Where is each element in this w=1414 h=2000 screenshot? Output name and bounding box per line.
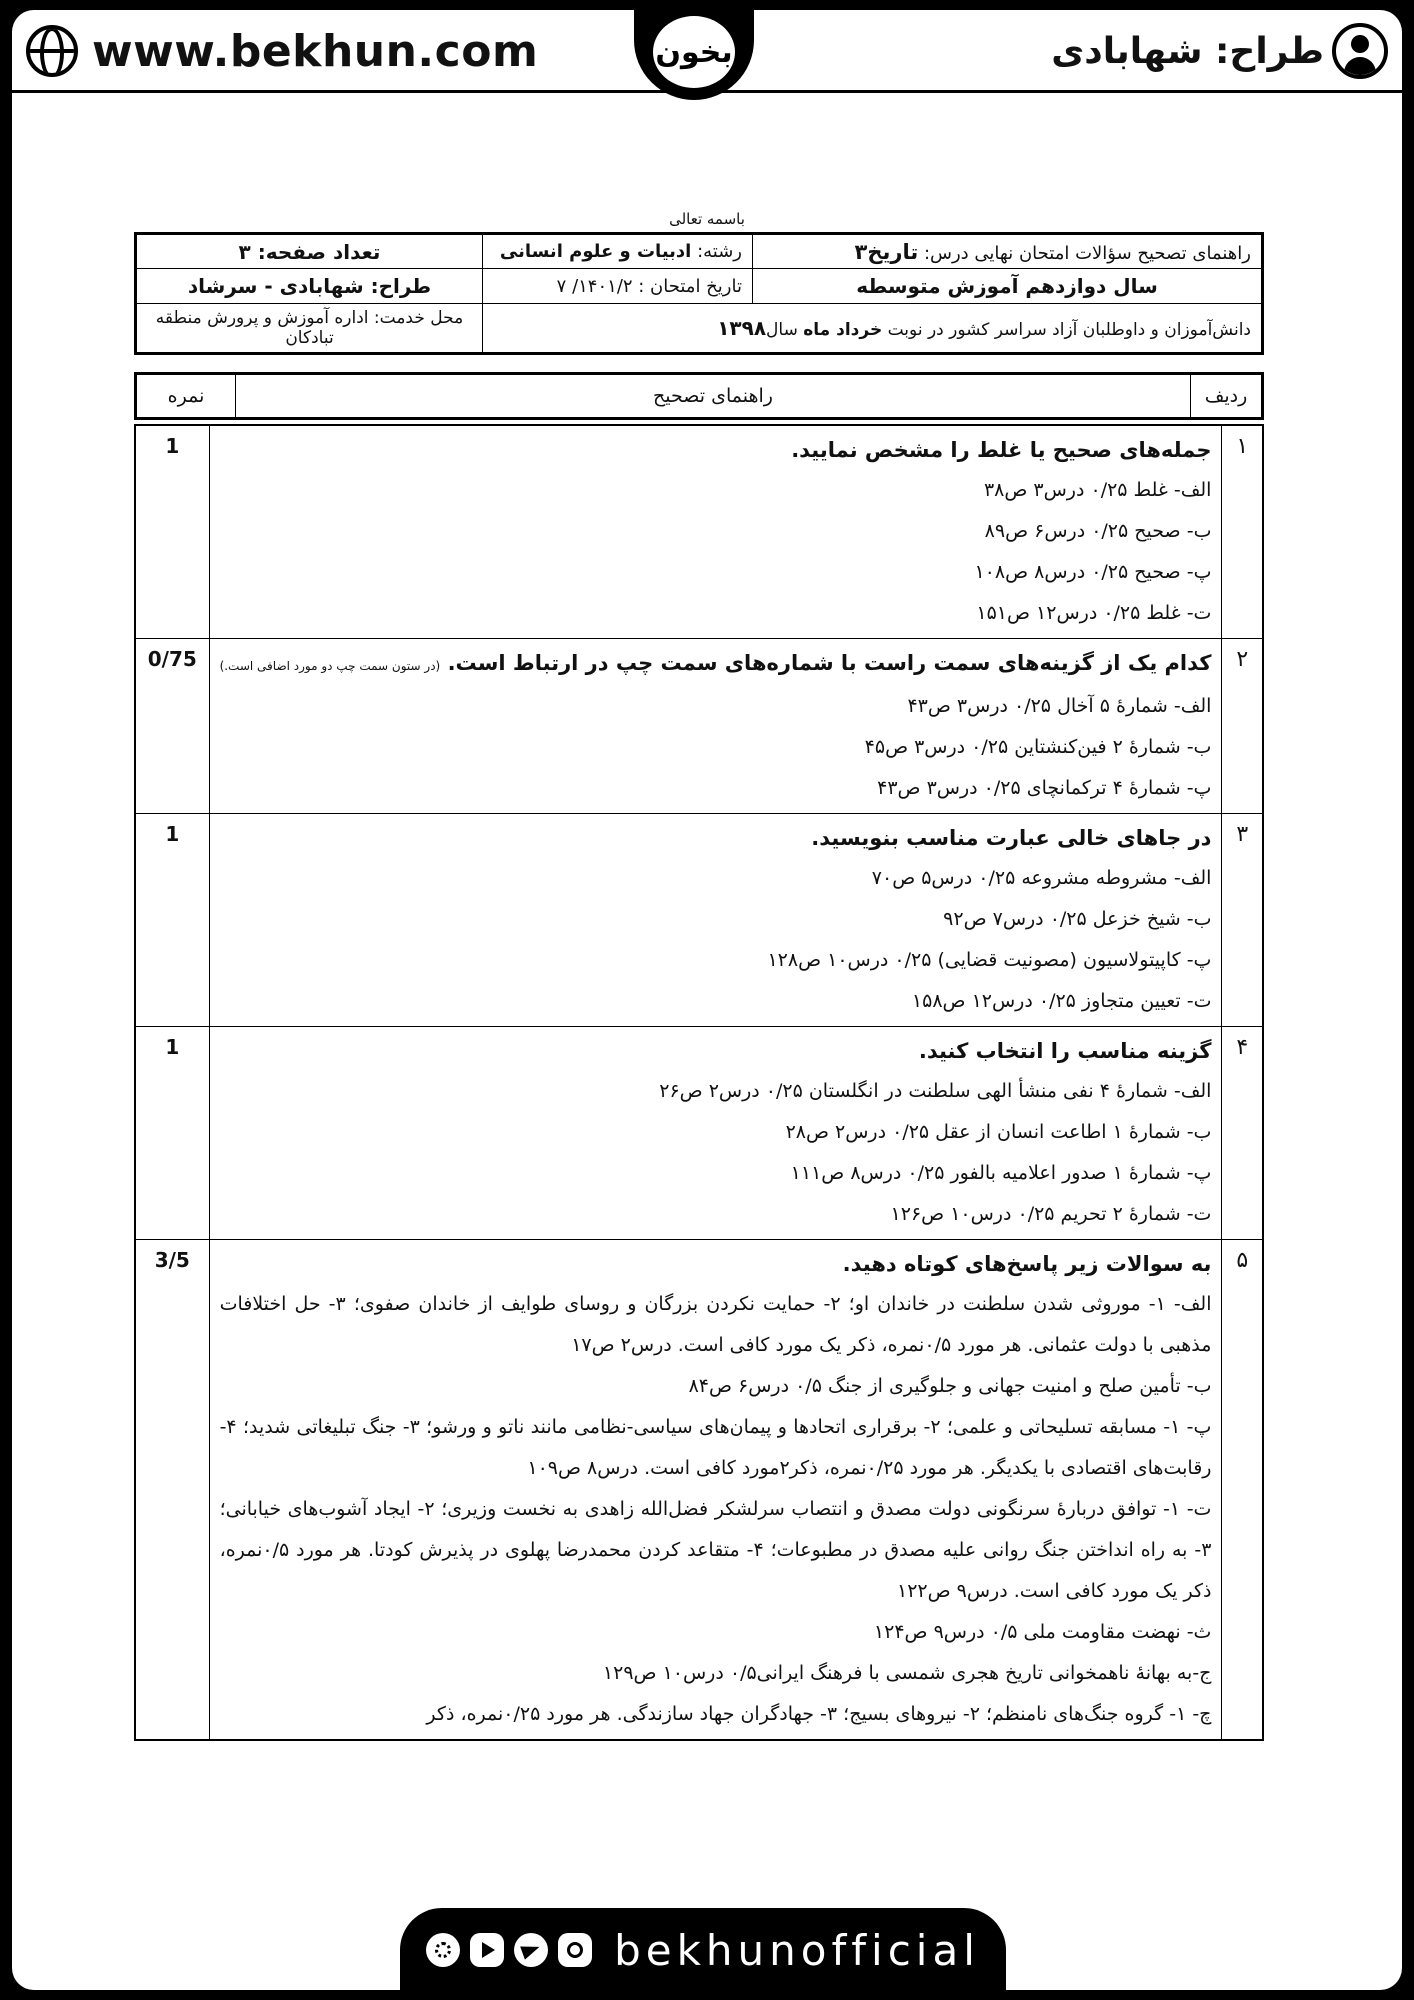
answer-line: ت- غلط ۰/۲۵ درس۱۲ ص۱۵۱ <box>976 602 1212 624</box>
question-row <box>135 1240 1263 1741</box>
website-text: www.bekhun.com <box>92 25 539 77</box>
logo-mark: بخون <box>653 16 735 88</box>
exam-field-cell: رشته: ادبیات و علوم انسانی <box>483 234 753 269</box>
doc-heading: باسمه تعالی <box>669 210 745 228</box>
question-score: 3/5 <box>135 1240 209 1741</box>
column-header <box>134 372 1264 420</box>
answer-line: ب- شمارهٔ ۱ اطاعت انسان از عقل ۰/۲۵ درس۲ ص۲۸ <box>785 1121 1212 1143</box>
question-row <box>135 814 1263 1027</box>
question-row <box>135 1027 1263 1240</box>
question-number: ۲ <box>1222 639 1263 814</box>
answer-line: ب- صحیح ۰/۲۵ درس۶ ص۸۹ <box>984 520 1212 542</box>
answer-paragraph: ج-به بهانهٔ ناهمخوانی تاریخ هجری شمسی با فرهنگ ایرانی۰/۵ درس۱۰ ص۱۲۹ <box>602 1662 1212 1684</box>
question-title: جمله‌های صحیح یا غلط را مشخص نمایید. <box>791 438 1212 462</box>
question-note: (در ستون سمت چپ دو مورد اضافی است.) <box>219 659 441 673</box>
answer-line: الف- مشروطه مشروعه ۰/۲۵ درس۵ ص۷۰ <box>871 867 1212 889</box>
exam-course-cell: راهنمای تصحیح سؤالات امتحان نهایی درس: تاریخ۳ <box>753 234 1263 269</box>
answer-paragraph: ت- ۱- توافق دربارهٔ سرنگونی دولت مصدق و انتصاب سرلشکر فضل‌الله زاهدی به نخست وزیری؛ ۲- ایجاد آشوب‌های خیابانی؛ ۳- به راه انداختن جنگ روانی علیه مصدق در مطبوعات؛ ۴- متقاعد کردن محمدرضا پهلوی در پذیرش کودتا. هر مورد ۰/۵نمره، ذکر یک مورد کافی است. درس۹ ص۱۲۲ <box>219 1498 1212 1602</box>
answer-line: ب- شمارهٔ ۲ فین‌کنشتاین ۰/۲۵ درس۳ ص۴۵ <box>864 736 1212 758</box>
answer-line: ت- شمارهٔ ۲ تحریم ۰/۲۵ درس۱۰ ص۱۲۶ <box>890 1203 1212 1225</box>
students-cell: دانش‌آموزان و داوطلبان آزاد سراسر کشور در نوبت خرداد ماه سال۱۳۹۸ <box>483 304 1263 354</box>
answer-line: الف- غلط ۰/۲۵ درس۳ ص۳۸ <box>983 479 1212 501</box>
question-body <box>209 1240 1222 1741</box>
designer-header-text: طراح: شهابادی <box>1051 30 1324 72</box>
question-number: ۱ <box>1222 425 1263 639</box>
instagram-icon[interactable] <box>558 1933 592 1967</box>
designer-cell: طراح: شهابادی - سرشاد <box>136 269 483 304</box>
question-score: 1 <box>135 1027 209 1240</box>
answer-line: ب- شیخ خزعل ۰/۲۵ درس۷ ص۹۲ <box>943 908 1212 930</box>
answer-paragraph: پ- ۱- مسابقه تسلیحاتی و علمی؛ ۲- برقراری اتحادها و پیمان‌های سیاسی-نظامی مانند ناتو و ورشو؛ ۳- جنگ تبلیغاتی شدید؛ ۴- رقابت‌های اقتصادی با یکدیگر. هر مورد ۰/۲۵نمره، ذکر۲مورد کافی است. درس۸ ص۱۰۹ <box>219 1416 1212 1479</box>
exam-date-cell: تاریخ امتحان : ۱۴۰۱/۲/ ۷ <box>483 269 753 304</box>
page <box>12 10 1402 1990</box>
question-number: ۴ <box>1222 1027 1263 1240</box>
question-title: گزینه مناسب را انتخاب کنید. <box>918 1039 1212 1063</box>
question-score: 0/75 <box>135 639 209 814</box>
question-score: 1 <box>135 814 209 1027</box>
question-title: در جاهای خالی عبارت مناسب بنویسید. <box>811 826 1212 850</box>
answer-paragraph: ث- نهضت مقاومت ملی ۰/۵ درس۹ ص۱۲۴ <box>873 1621 1212 1643</box>
rubika-icon[interactable] <box>426 1933 460 1967</box>
question-title: به سوالات زیر پاسخ‌های کوتاه دهید. <box>842 1252 1212 1276</box>
exam-info-table <box>134 232 1264 355</box>
service-place-cell: محل خدمت: اداره آموزش و پرورش منطقه تبادکان <box>136 304 483 354</box>
page-count-cell: تعداد صفحه: ۳ <box>136 234 483 269</box>
answer-line: پ- کاپیتولاسیون (مصونیت قضایی) ۰/۲۵ درس۱۰ ص۱۲۸ <box>767 949 1212 971</box>
answer-line: پ- شمارهٔ ۴ ترکمانچای ۰/۲۵ درس۳ ص۴۳ <box>877 777 1212 799</box>
answer-paragraph: ب- تأمین صلح و امنیت جهانی و جلوگیری از جنگ ۰/۵ درس۶ ص۸۴ <box>688 1375 1212 1397</box>
col-row: ردیف <box>1191 374 1263 419</box>
answer-line: ت- تعیین متجاوز ۰/۲۵ درس۱۲ ص۱۵۸ <box>911 990 1212 1012</box>
question-title: کدام یک از گزینه‌های سمت راست با شماره‌های سمت چپ در ارتباط است. (در ستون سمت چپ دو مورد اضافی است.) <box>219 651 1212 675</box>
grade-cell: سال دوازدهم آموزش متوسطه <box>753 269 1263 304</box>
social-handle[interactable]: bekhunofficial <box>614 1925 980 1975</box>
question-score: 1 <box>135 425 209 639</box>
question-row <box>135 425 1263 639</box>
answers-table <box>134 424 1264 1741</box>
question-number: ۵ <box>1222 1240 1263 1741</box>
col-guide: راهنمای تصحیح <box>236 374 1191 419</box>
question-number: ۳ <box>1222 814 1263 1027</box>
answer-paragraph: الف- ۱- موروثی شدن سلطنت در خاندان او؛ ۲- حمایت نکردن بزرگان و روسای طوایف از خاندان صفوی؛ ۳- حل اختلافات مذهبی با دولت عثمانی. هر مورد ۰/۵نمره، ذکر یک مورد کافی است. درس۲ ص۱۷ <box>219 1293 1212 1356</box>
col-score: نمره <box>136 374 236 419</box>
answer-line: الف- شمارهٔ ۴ نفی منشأ الهی سلطنت در انگلستان ۰/۲۵ درس۲ ص۲۶ <box>659 1080 1212 1102</box>
question-row <box>135 639 1263 814</box>
social-footer <box>400 1908 1006 1990</box>
question-body <box>209 814 1222 1027</box>
telegram-icon[interactable] <box>514 1933 548 1967</box>
answer-line: پ- صحیح ۰/۲۵ درس۸ ص۱۰۸ <box>974 561 1212 583</box>
question-body <box>209 1027 1222 1240</box>
answer-key-document <box>12 10 1402 1990</box>
youtube-icon[interactable] <box>470 1933 504 1967</box>
question-body <box>209 425 1222 639</box>
answer-paragraph: چ- ۱- گروه جنگ‌های نامنظم؛ ۲- نیروهای بسیج؛ ۳- جهادگران جهاد سازندگی. هر مورد ۰/۲۵نمره، ذکر <box>426 1703 1212 1725</box>
answer-line: الف- شمارهٔ ۵ آخال ۰/۲۵ درس۳ ص۴۳ <box>907 695 1212 717</box>
answer-line: پ- شمارهٔ ۱ صدور اعلامیه بالفور ۰/۲۵ درس۸ ص۱۱۱ <box>790 1162 1212 1184</box>
question-body <box>209 639 1222 814</box>
